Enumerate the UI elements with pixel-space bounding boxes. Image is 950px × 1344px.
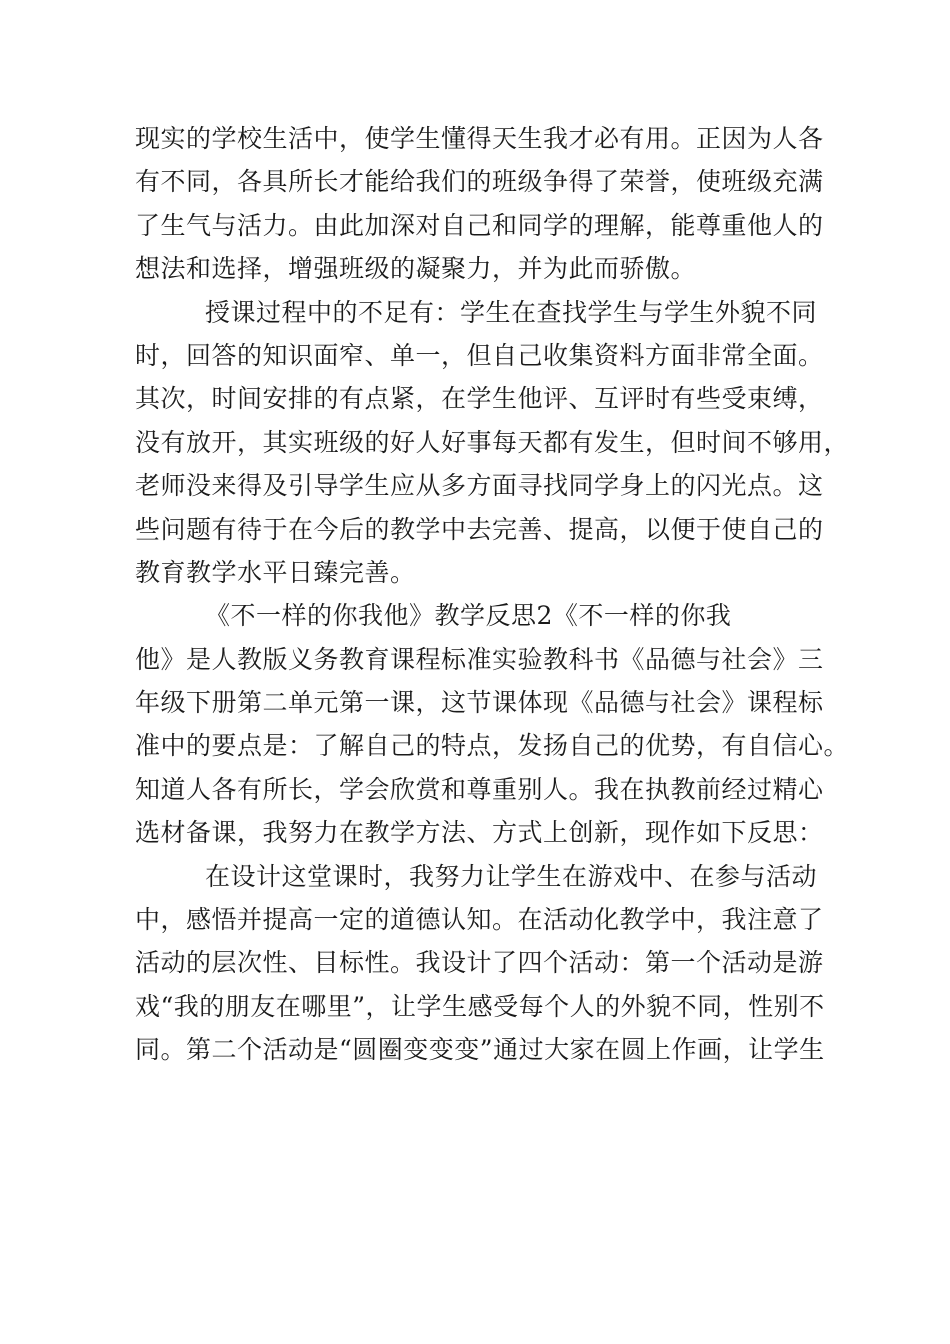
text-line: 现实的学校生活中，使学生懂得天生我才必有用。正因为人各 (135, 124, 824, 153)
text-line: 中，感悟并提高一定的道德认知。在活动化教学中，我注意了 (135, 905, 824, 935)
text-line: 年级下册第二单元第一课，这节课体现《品德与社会》课程标 (135, 688, 824, 718)
text-line: 授课过程中的不足有：学生在查找学生与学生外貌不同 (205, 297, 818, 327)
text-line: 《不一样的你我他》教学反思2《不一样的你我 (205, 601, 732, 631)
text-line: 戏“我的朋友在哪里”，让学生感受每个人的外貌不同，性别不 (135, 991, 825, 1021)
text-line: 些问题有待于在今后的教学中去完善、提高，以便于使自己的 (135, 514, 824, 544)
text-line: 在设计这堂课时，我努力让学生在游戏中、在参与活动 (205, 861, 818, 891)
text-line: 了生气与活力。由此加深对自己和同学的理解，能尊重他人的 (135, 210, 824, 240)
text-line: 活动的层次性、目标性。我设计了四个活动：第一个活动是游 (135, 948, 824, 978)
text-line: 没有放开，其实班级的好人好事每天都有发生，但时间不够用， (135, 427, 850, 457)
text-line: 准中的要点是：了解自己的特点，发扬自己的优势，有自信心。 (135, 731, 850, 761)
text-line: 同。第二个活动是“圆圈变变变”通过大家在圆上作画，让学生 (135, 1035, 825, 1065)
text-line: 他》是人教版义务教育课程标准实验教科书《品德与社会》三 (135, 644, 824, 674)
text-line: 想法和选择，增强班级的凝聚力，并为此而骄傲。 (135, 254, 697, 284)
text-line: 时，回答的知识面窄、单一，但自己收集资料方面非常全面。 (135, 340, 824, 370)
text-line: 知道人各有所长，学会欣赏和尊重别人。我在执教前经过精心 (135, 774, 824, 804)
text-line: 老师没来得及引导学生应从多方面寻找同学身上的闪光点。这 (135, 471, 824, 501)
text-line: 其次，时间安排的有点紧，在学生他评、互评时有些受束缚， (135, 384, 824, 414)
text-line: 选材备课，我努力在教学方法、方式上创新，现作如下反思： (135, 818, 824, 848)
document-body (135, 117, 850, 1072)
text-line: 有不同，各具所长才能给我们的班级争得了荣誉，使班级充满 (135, 167, 824, 197)
text-line: 教育教学水平日臻完善。 (135, 557, 416, 587)
